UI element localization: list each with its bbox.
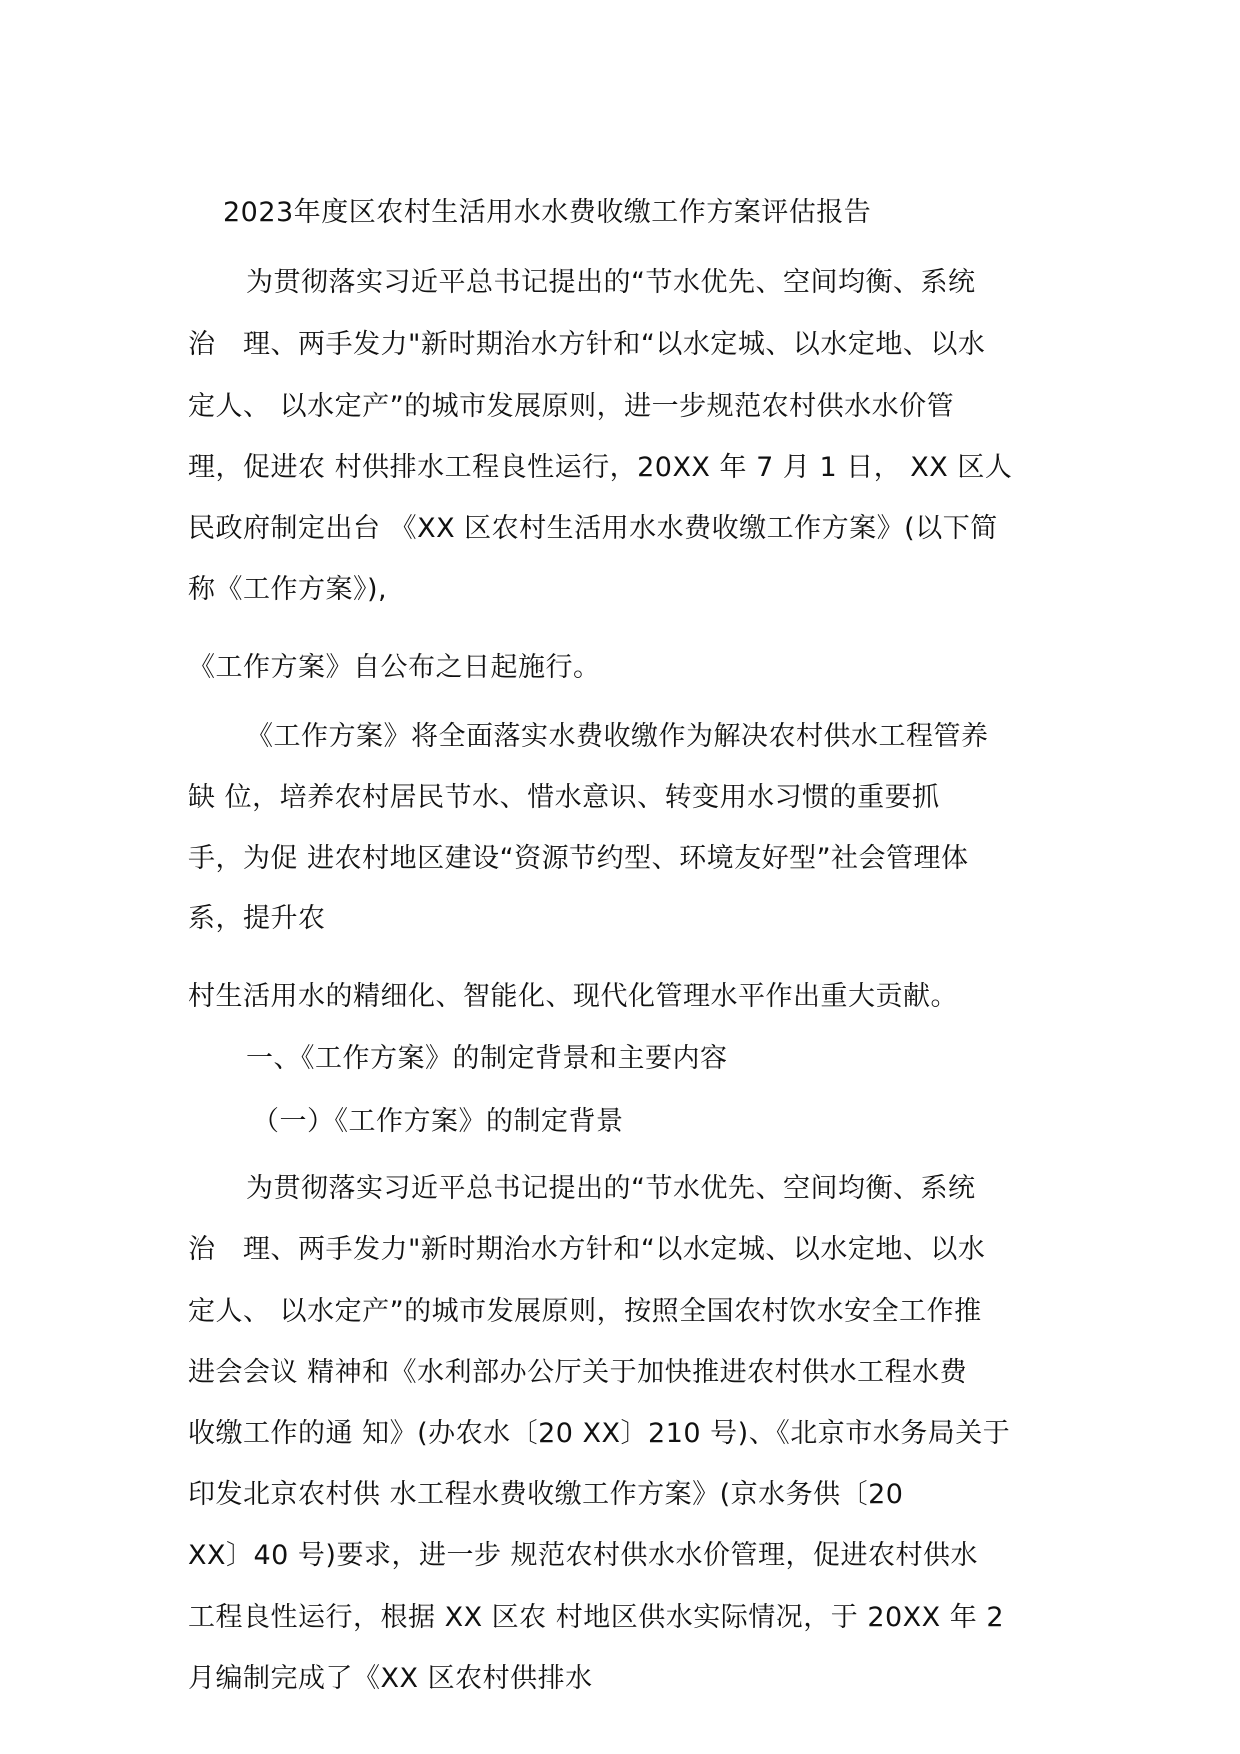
paragraph-line: 印发北京农村供 水工程水费收缴工作方案》(京水务供〔20 <box>188 1479 904 1510</box>
paragraph-line: 为贯彻落实习近平总书记提出的“节水优先、空间均衡、系统 <box>246 267 976 298</box>
paragraph-line: 民政府制定出台 《XX 区农村生活用水水费收缴工作方案》(以下简 <box>188 513 998 544</box>
section-heading: 一、《工作方案》的制定背景和主要内容 <box>246 1043 728 1074</box>
paragraph-line: 收缴工作的通 知》(办农水〔20 XX〕210 号)、《北京市水务局关于 <box>188 1418 1011 1449</box>
paragraph-line: 《工作方案》自公布之日起施行。 <box>188 652 601 683</box>
paragraph-line: 定人、 以水定产”的城市发展原则，进一步规范农村供水水价管 <box>188 391 955 422</box>
paragraph-line: 治 理、两手发力"新时期治水方针和“以水定城、以水定地、以水 <box>188 329 986 360</box>
paragraph-line: 月编制完成了《XX 区农村供排水 <box>188 1663 593 1694</box>
paragraph-line: 《工作方案》将全面落实水费收缴作为解决农村供水工程管养 <box>246 721 989 752</box>
paragraph-line: 村生活用水的精细化、智能化、现代化管理水平作出重大贡献。 <box>188 981 958 1012</box>
paragraph-line: 系，提升农 <box>188 903 326 934</box>
paragraph-line: 工程良性运行，根据 XX 区农 村地区供水实际情况，于 20XX 年 2 <box>188 1602 1005 1633</box>
paragraph-line: 称《工作方案》), <box>188 574 388 605</box>
paragraph-line: XX〕40 号)要求，进一步 规范农村供水水价管理，促进农村供水 <box>188 1540 979 1571</box>
subsection-heading: （一）《工作方案》的制定背景 <box>252 1106 624 1137</box>
paragraph-line: 手，为促 进农村地区建设“资源节约型、环境友好型”社会管理体 <box>188 843 969 874</box>
paragraph-line: 进会会议 精神和《水利部办公厅关于加快推进农村供水工程水费 <box>188 1357 968 1388</box>
paragraph-line: 缺 位，培养农村居民节水、惜水意识、转变用水习惯的重要抓 <box>188 782 940 813</box>
document-title: 2023年度区农村生活用水水费收缴工作方案评估报告 <box>223 197 872 228</box>
paragraph-line: 定人、 以水定产”的城市发展原则，按照全国农村饮水安全工作推 <box>188 1296 982 1327</box>
paragraph-line: 治 理、两手发力"新时期治水方针和“以水定城、以水定地、以水 <box>188 1234 986 1265</box>
paragraph-line: 为贯彻落实习近平总书记提出的“节水优先、空间均衡、系统 <box>246 1173 976 1204</box>
paragraph-line: 理，促进农 村供排水工程良性运行，20XX 年 7 月 1 日， XX 区人 <box>188 452 1013 483</box>
